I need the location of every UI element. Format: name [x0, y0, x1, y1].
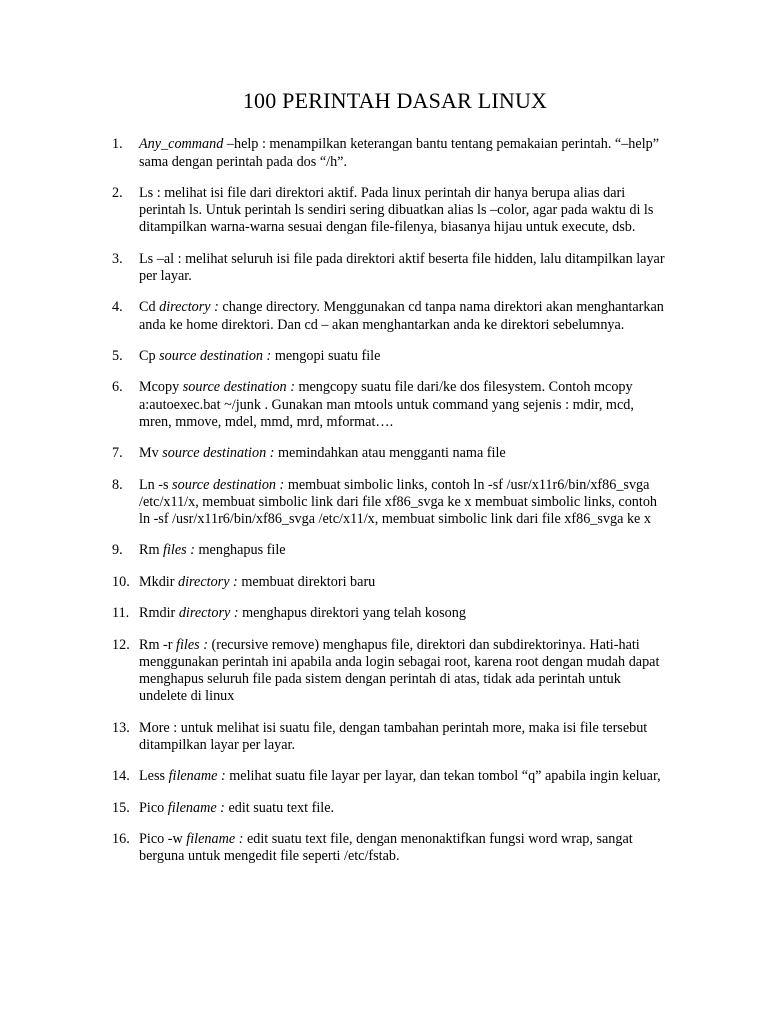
item-text [139, 136, 668, 170]
item-text [139, 445, 668, 462]
item-description: menghapus file [194, 542, 286, 559]
item-description: edit suatu text file, dengan menonaktifkan fungsi word wrap, sangat berguna untuk mengedit file seperti /etc/fstab. [139, 830, 633, 865]
item-number: 7. [112, 445, 123, 462]
item-argument: filename : [186, 830, 244, 847]
list-item [112, 477, 668, 529]
item-number: 15. [112, 799, 130, 816]
item-argument: source destination : [182, 379, 295, 396]
item-number: 5. [112, 347, 123, 364]
item-text [139, 720, 668, 754]
item-text [139, 299, 668, 333]
command-list [112, 136, 668, 865]
item-prefix: Mcopy [139, 379, 183, 396]
item-number: 9. [112, 542, 123, 559]
item-text [139, 251, 668, 285]
item-description: membuat direktori baru [237, 573, 376, 590]
item-description: (recursive remove) menghapus file, direktori dan subdirektorinya. Hati-hati menggunakan perintah ini apabila anda login sebagai root, karena root dengan mudah dapat menghapus seluruh file pada sistem dengan perintah di atas, tidak ada perintah untuk undelete di linux [139, 636, 660, 705]
item-number: 13. [112, 719, 130, 736]
item-number: 2. [112, 184, 123, 201]
list-item [112, 299, 668, 333]
item-text [139, 637, 668, 706]
item-number: 16. [112, 830, 130, 847]
item-prefix: Rm -r [139, 636, 177, 653]
item-text [139, 831, 668, 865]
item-argument: source destination : [159, 347, 272, 364]
list-item [112, 831, 668, 865]
item-description: Ls : melihat isi file dari direktori aktif. Pada linux perintah dir hanya berupa alias dari perintah ls. Untuk perintah ls sendiri sering dibuatkan alias ls –color, agar pada waktu di ls ditampilkan warna-warna sesuai dengan file-filenya, biasanya hijau untuk execute, dsb. [139, 184, 654, 236]
item-description: mengopi suatu file [271, 347, 381, 364]
item-number: 3. [112, 250, 123, 267]
item-prefix: Pico [139, 799, 168, 816]
item-text [139, 542, 668, 559]
list-item [112, 136, 668, 170]
item-description: mengcopy suatu file dari/ke dos filesystem. Contoh mcopy a:autoexec.bat ~/junk . Gunakan man mtools untuk command yang sejenis : mdir, mcd, mren, mmove, mdel, mmd, mrd, mformat…. [139, 379, 634, 430]
item-description: menghapus direktori yang telah kosong [238, 605, 466, 622]
item-prefix: Cd [139, 299, 160, 316]
item-argument: filename : [167, 799, 225, 816]
item-prefix: Rm [139, 542, 164, 559]
item-number: 8. [112, 476, 123, 493]
list-item [112, 720, 668, 754]
item-number: 10. [112, 573, 130, 590]
item-text [139, 477, 668, 529]
list-item [112, 379, 668, 431]
item-text [139, 379, 668, 431]
item-argument: files : [176, 636, 208, 653]
item-number: 6. [112, 379, 123, 396]
item-number: 11. [112, 605, 130, 622]
item-description: change directory. Menggunakan cd tanpa nama direktori akan menghantarkan anda ke home direktori. Dan cd – akan menghantarkan anda ke direktori sebelumnya. [139, 299, 664, 333]
item-description: More : untuk melihat isi suatu file, dengan tambahan perintah more, maka isi file tersebut ditampilkan layar per layar. [139, 719, 648, 753]
item-argument: directory : [178, 605, 239, 622]
item-argument: files : [163, 542, 195, 559]
item-description: membuat simbolic links, contoh ln -sf /usr/x11r6/bin/xf86_svga /etc/x11/x, membuat simbolic link dari file xf86_svga ke x membuat simbolic links, contoh ln -sf /usr/x11r6/bin/xf86_svga /etc/x11/x, membuat simbolic link dari file xf86_svga ke x [139, 476, 658, 527]
item-description: –help : menampilkan keterangan bantu tentang pemakaian perintah. “–help” sama dengan perintah pada dos “/h”. [139, 136, 660, 170]
list-item [112, 185, 668, 237]
item-prefix: Rmdir [139, 605, 179, 622]
item-description: melihat suatu file layar per layar, dan tekan tombol “q” apabila ingin keluar, [225, 768, 661, 785]
list-item [112, 637, 668, 706]
list-item [112, 348, 668, 365]
list-item [112, 605, 668, 622]
item-text [139, 185, 668, 237]
item-argument: source destination : [162, 445, 275, 462]
list-item [112, 542, 668, 559]
item-text [139, 348, 668, 365]
item-number: 14. [112, 768, 130, 785]
item-prefix: Pico -w [139, 830, 187, 847]
item-prefix: Mkdir [139, 573, 179, 590]
item-number: 1. [112, 136, 123, 153]
item-description: edit suatu text file. [224, 799, 335, 816]
item-number: 4. [112, 299, 123, 316]
item-text [139, 574, 668, 591]
list-item [112, 574, 668, 591]
document-title: 100 PERINTAH DASAR LINUX [242, 88, 548, 113]
list-item [112, 251, 668, 285]
item-argument: directory : [159, 299, 219, 316]
item-argument: source destination : [172, 476, 285, 493]
list-item [112, 800, 668, 817]
item-description: memindahkan atau mengganti nama file [274, 445, 506, 462]
item-argument: filename : [168, 768, 226, 785]
item-text [139, 768, 668, 785]
list-item [112, 768, 668, 785]
item-number: 12. [112, 636, 130, 653]
item-prefix: Ln -s [139, 476, 173, 493]
item-text [139, 605, 668, 622]
item-command: Any_command [139, 136, 224, 153]
item-prefix: Cp [139, 347, 160, 364]
item-prefix: Less [139, 768, 169, 785]
list-item [112, 445, 668, 462]
item-description: Ls –al : melihat seluruh isi file pada direktori aktif beserta file hidden, lalu ditampilkan layar per layar. [139, 250, 665, 284]
item-prefix: Mv [139, 445, 163, 462]
item-text [139, 800, 668, 817]
item-argument: directory : [178, 573, 238, 590]
